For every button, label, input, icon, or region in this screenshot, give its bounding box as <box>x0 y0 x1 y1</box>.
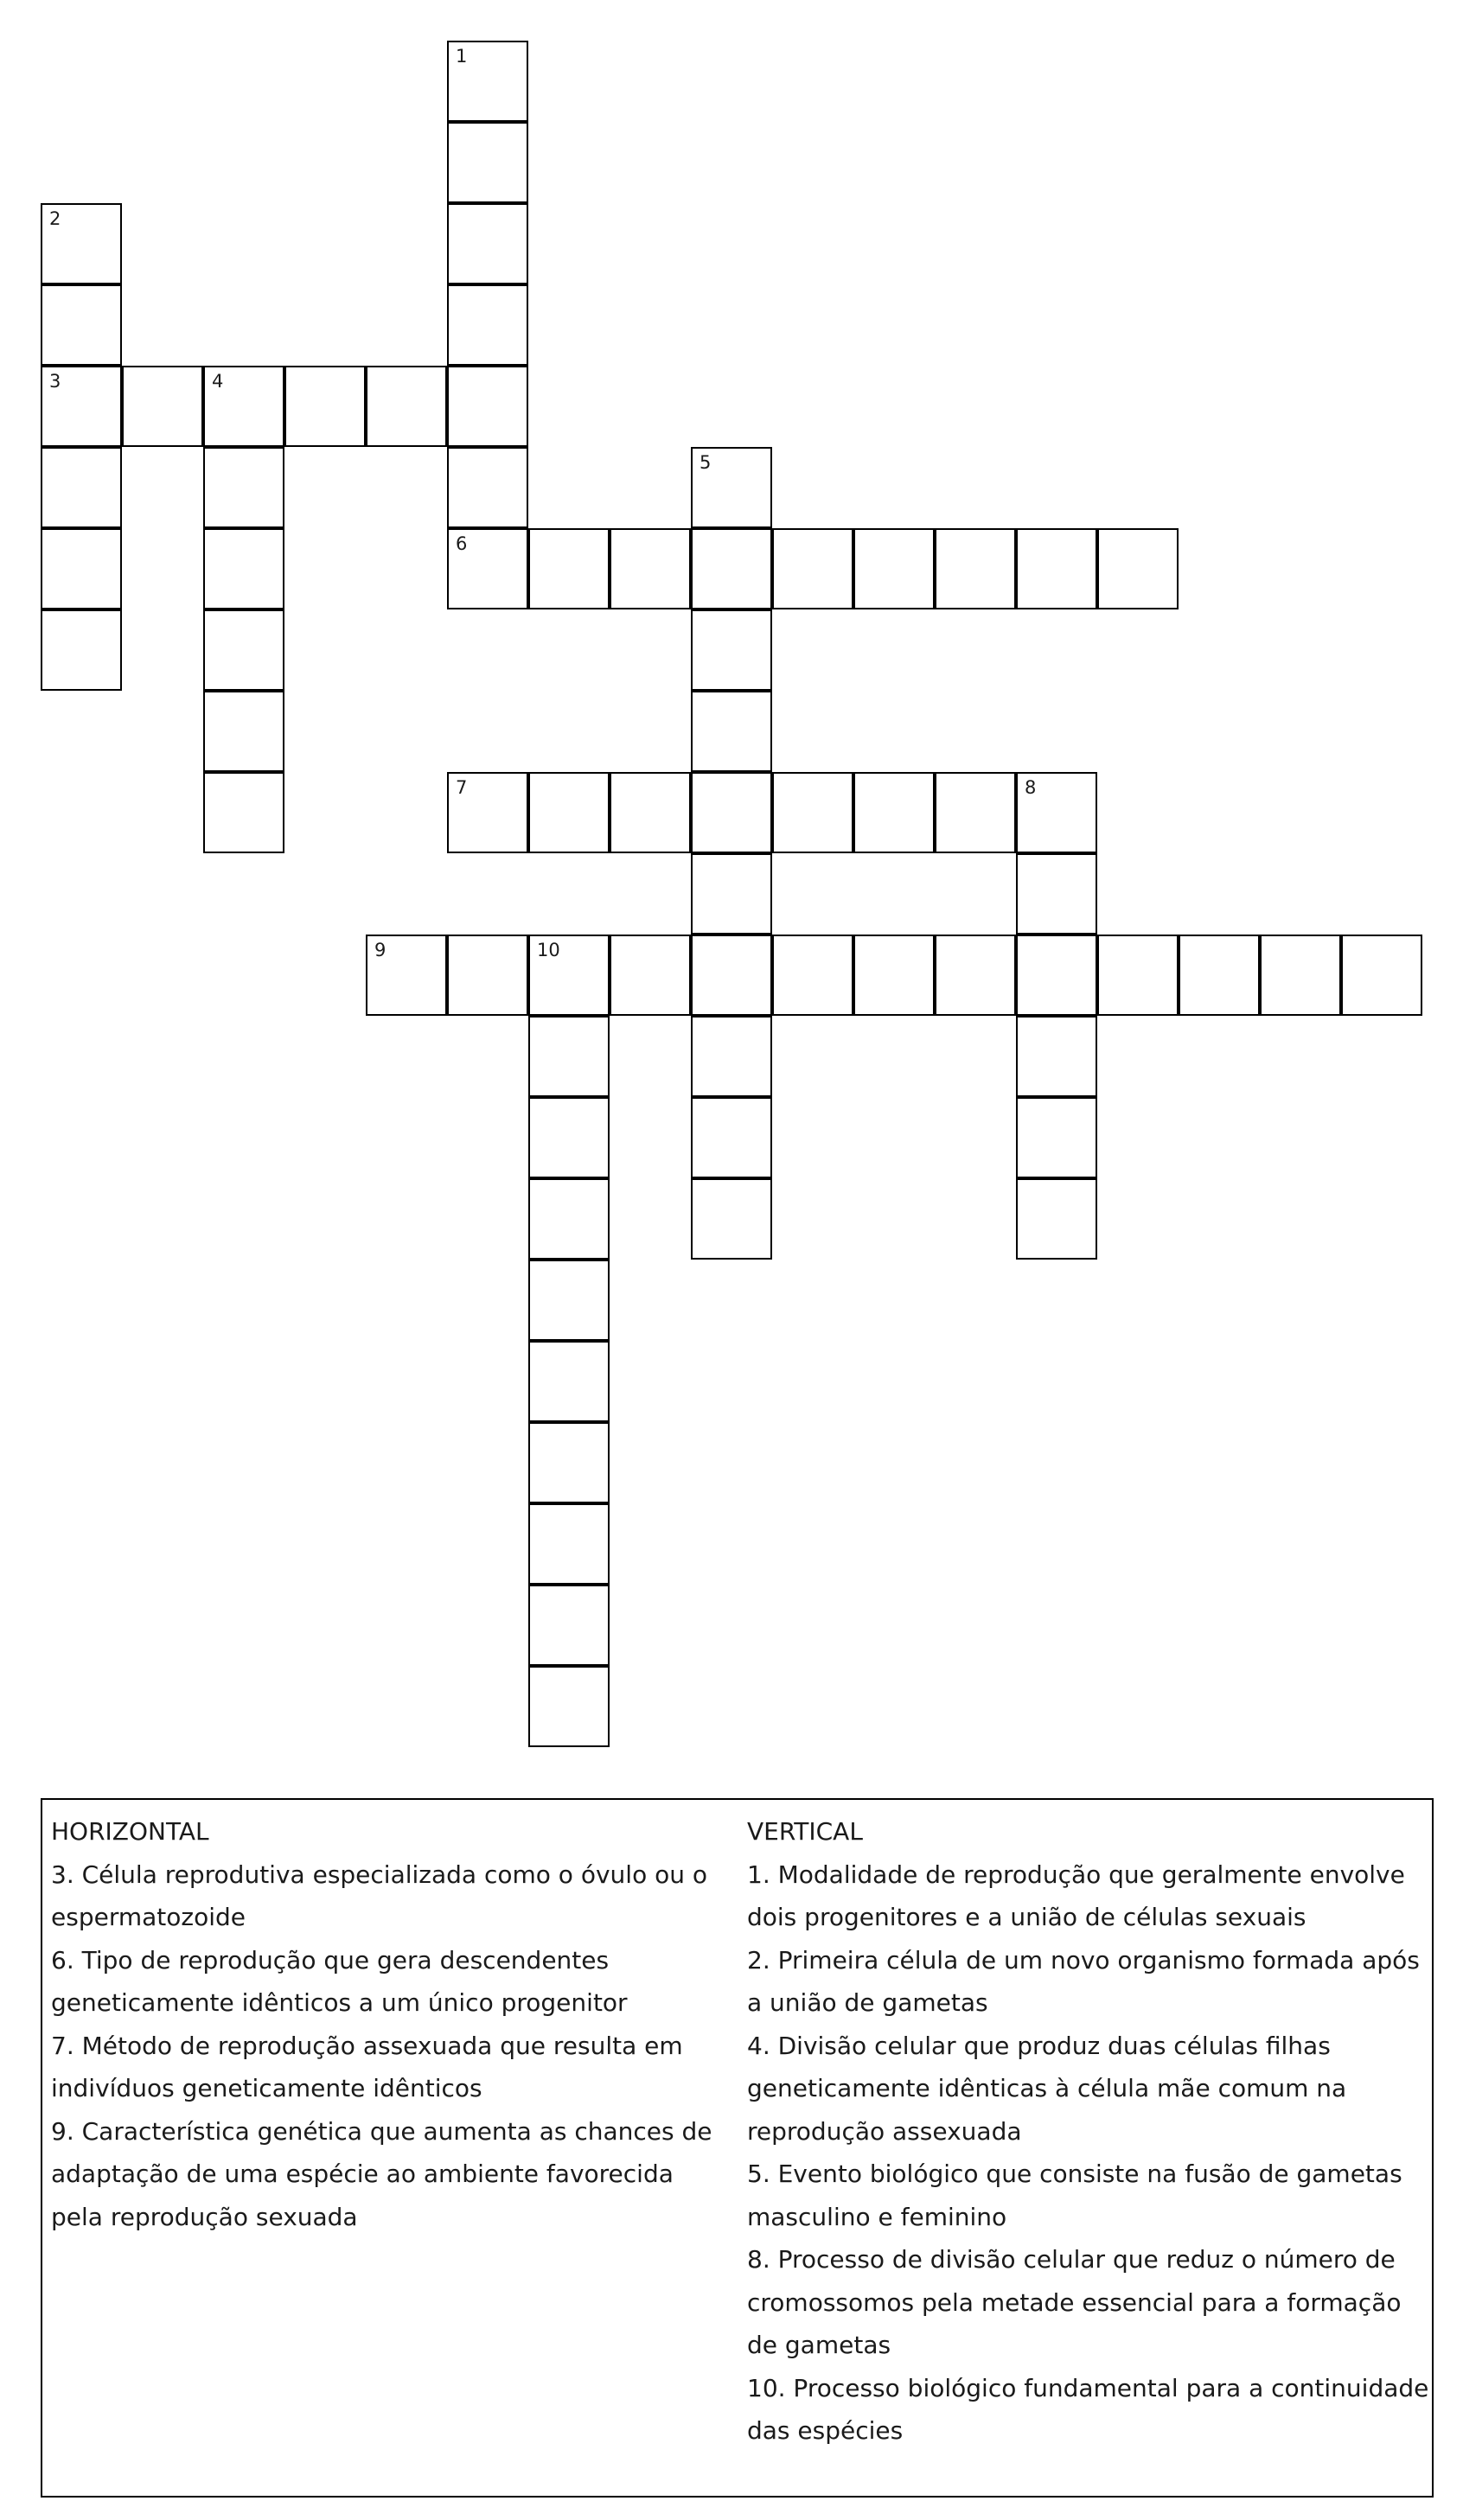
clue-item: 3. Célula reprodutiva especializada como o óvulo ou o espermatozoide <box>51 1860 708 1931</box>
clue-item: 7. Método de reprodução assexuada que resulta em indivíduos geneticamente idênticos <box>51 2031 683 2102</box>
crossword-cell[interactable] <box>1016 1016 1097 1097</box>
crossword-cell[interactable] <box>1179 935 1260 1016</box>
crossword-cell[interactable] <box>1016 935 1097 1016</box>
clue-item: 6. Tipo de reprodução que gera descendentes geneticamente idênticos a um único progenitor <box>51 1945 628 2017</box>
clue-item: 2. Primeira célula de um novo organismo formada após a união de gametas <box>747 1945 1420 2017</box>
crossword-cell[interactable] <box>691 691 772 772</box>
crossword-cell[interactable] <box>528 772 610 853</box>
crossword-cell[interactable] <box>203 528 284 609</box>
crossword-cell[interactable] <box>528 528 610 609</box>
crossword-cell[interactable] <box>772 935 853 1016</box>
crossword-cell[interactable] <box>1016 853 1097 935</box>
crossword-cell[interactable] <box>41 366 122 447</box>
clue-number: 8 <box>1025 777 1037 798</box>
clue-number: 2 <box>49 208 61 229</box>
crossword-cell[interactable] <box>41 203 122 284</box>
crossword-cell[interactable] <box>691 1097 772 1178</box>
crossword-cell[interactable] <box>447 447 528 528</box>
clue-number: 10 <box>537 940 560 960</box>
crossword-cell[interactable] <box>935 528 1016 609</box>
crossword-cell[interactable] <box>528 1503 610 1585</box>
crossword-cell[interactable] <box>528 1016 610 1097</box>
clue-number: 5 <box>700 452 712 473</box>
crossword-cell[interactable] <box>1097 528 1179 609</box>
crossword-cell[interactable] <box>203 366 284 447</box>
crossword-cell[interactable] <box>1016 528 1097 609</box>
crossword-cell[interactable] <box>528 1341 610 1422</box>
crossword-cell[interactable] <box>203 772 284 853</box>
crossword-cell[interactable] <box>691 772 772 853</box>
crossword-cell[interactable] <box>1016 772 1097 853</box>
clue-number: 3 <box>49 371 61 392</box>
clue-number: 7 <box>456 777 468 798</box>
crossword-cell[interactable] <box>447 528 528 609</box>
crossword-cell[interactable] <box>41 609 122 691</box>
crossword-cell[interactable] <box>772 528 853 609</box>
vertical-clues <box>747 1810 1430 2453</box>
crossword-cell[interactable] <box>528 1666 610 1747</box>
crossword-cell[interactable] <box>447 772 528 853</box>
crossword-cell[interactable] <box>41 447 122 528</box>
crossword-cell[interactable] <box>528 1178 610 1260</box>
crossword-cell[interactable] <box>691 447 772 528</box>
crossword-cell[interactable] <box>447 203 528 284</box>
clues-box <box>41 1798 1434 2498</box>
clue-item: 8. Processo de divisão celular que reduz o número de cromossomos pela metade essencial para a formação de gametas <box>747 2245 1402 2359</box>
crossword-cell[interactable] <box>1097 935 1179 1016</box>
crossword-cell[interactable] <box>41 528 122 609</box>
clue-item: 4. Divisão celular que produz duas células filhas geneticamente idênticas à célula mãe comum na reprodução assexuada <box>747 2031 1347 2146</box>
crossword-cell[interactable] <box>203 447 284 528</box>
crossword-cell[interactable] <box>447 284 528 366</box>
clue-item: 10. Processo biológico fundamental para a continuidade das espécies <box>747 2373 1429 2445</box>
vertical-title: VERTICAL <box>747 1817 863 1846</box>
crossword-cell[interactable] <box>691 528 772 609</box>
crossword-cell[interactable] <box>203 691 284 772</box>
crossword-cell[interactable] <box>447 122 528 203</box>
crossword-cell[interactable] <box>528 1260 610 1341</box>
clue-number: 9 <box>374 940 387 960</box>
crossword-cell[interactable] <box>1341 935 1422 1016</box>
crossword-cell[interactable] <box>935 772 1016 853</box>
crossword-cell[interactable] <box>853 528 935 609</box>
clue-number: 4 <box>212 371 224 392</box>
crossword-cell[interactable] <box>447 935 528 1016</box>
crossword-cell[interactable] <box>935 935 1016 1016</box>
crossword-cell[interactable] <box>528 1422 610 1503</box>
crossword-cell[interactable] <box>610 528 691 609</box>
crossword-cell[interactable] <box>691 853 772 935</box>
crossword-cell[interactable] <box>1260 935 1341 1016</box>
crossword-cell[interactable] <box>1016 1097 1097 1178</box>
clue-item: 1. Modalidade de reprodução que geralmente envolve dois progenitores e a união de células sexuais <box>747 1860 1405 1931</box>
horizontal-title: HORIZONTAL <box>51 1817 209 1846</box>
crossword-cell[interactable] <box>691 935 772 1016</box>
crossword-cell[interactable] <box>447 366 528 447</box>
crossword-cell[interactable] <box>610 772 691 853</box>
crossword-cell[interactable] <box>122 366 203 447</box>
clue-number: 1 <box>456 46 468 67</box>
crossword-cell[interactable] <box>203 609 284 691</box>
clue-number: 6 <box>456 533 468 554</box>
crossword-cell[interactable] <box>1016 1178 1097 1260</box>
crossword-cell[interactable] <box>447 41 528 122</box>
crossword-cell[interactable] <box>691 1016 772 1097</box>
crossword-cell[interactable] <box>366 366 447 447</box>
crossword-cell[interactable] <box>528 1585 610 1666</box>
crossword-cell[interactable] <box>41 284 122 366</box>
crossword-cell[interactable] <box>528 1097 610 1178</box>
crossword-cell[interactable] <box>691 609 772 691</box>
crossword-cell[interactable] <box>610 935 691 1016</box>
crossword-cell[interactable] <box>691 1178 772 1260</box>
crossword-cell[interactable] <box>366 935 447 1016</box>
crossword-cell[interactable] <box>853 772 935 853</box>
crossword-cell[interactable] <box>772 772 853 853</box>
clue-item: 9. Característica genética que aumenta as chances de adaptação de uma espécie ao ambiente favorecida pela reprodução sexuada <box>51 2116 712 2231</box>
clue-item: 5. Evento biológico que consiste na fusão de gametas masculino e feminino <box>747 2160 1402 2231</box>
crossword-cell[interactable] <box>284 366 366 447</box>
crossword-cell[interactable] <box>528 935 610 1016</box>
crossword-cell[interactable] <box>853 935 935 1016</box>
horizontal-clues <box>51 1810 725 2238</box>
